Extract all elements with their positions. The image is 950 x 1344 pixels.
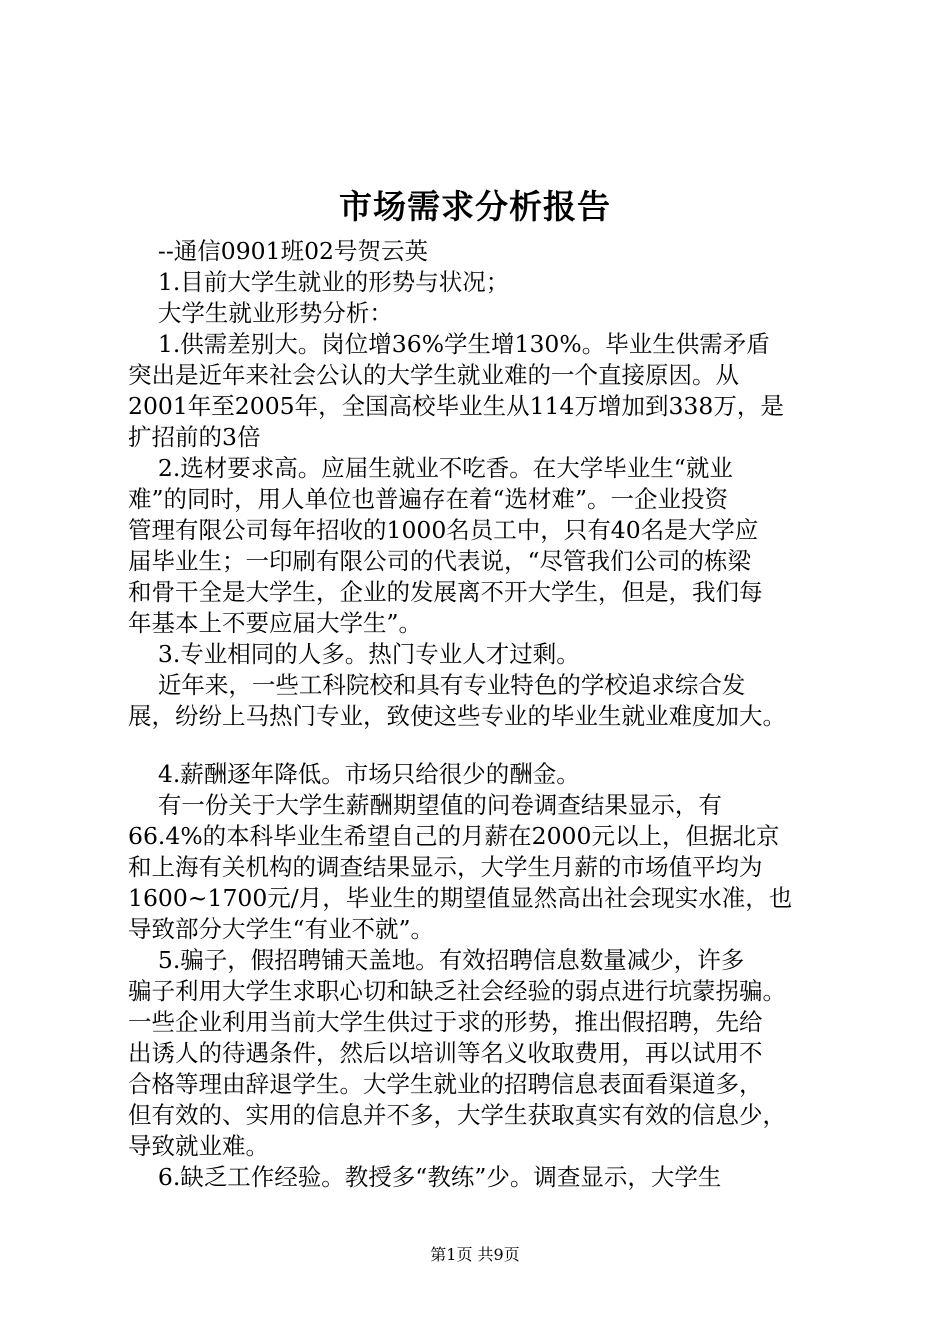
paragraph-line: 导致部分大学生“有业不就”。: [128, 915, 435, 943]
paragraph-line: 有一份关于大学生薪酬期望值的问卷调查结果显示，有: [128, 791, 722, 819]
paragraph-line: 骗子利用大学生求职心切和缺乏社会经验的弱点进行坑蒙拐骗。: [128, 977, 786, 1005]
paragraph-line: 1.供需差别大。岗位增36%学生增130%。毕业生供需矛盾: [128, 330, 770, 358]
paragraph-line: 但有效的、实用的信息并不多，大学生获取真实有效的信息少，: [128, 1101, 786, 1129]
paragraph-line: 2.选材要求高。应届生就业不吃香。在大学毕业生“就业: [128, 454, 733, 482]
paragraph-line: 年基本上不要应届大学生”。: [128, 609, 423, 637]
paragraph-line: 管理有限公司每年招收的1000名员工中，只有40名是大学应: [128, 516, 759, 544]
page-footer: 第1页 共9页: [430, 1245, 520, 1264]
paragraph-line: 届毕业生；一印刷有限公司的代表说，“尽管我们公司的栋梁: [128, 547, 752, 575]
paragraph-line: 和骨干全是大学生，企业的发展离不开大学生，但是，我们每: [128, 578, 763, 606]
paragraph-line: 2001年至2005年，全国高校毕业生从114万增加到338万，是: [128, 392, 784, 420]
paragraph-line: 66.4%的本科毕业生希望自己的月薪在2000元以上，但据北京: [128, 822, 780, 850]
paragraph-line: 扩招前的3倍: [128, 423, 261, 451]
document-title: 市场需求分析报告: [339, 187, 611, 226]
paragraph-line: --通信0901班02号贺云英: [128, 237, 428, 265]
paragraph-line: 导致就业难。: [128, 1132, 269, 1160]
paragraph-line: 3.专业相同的人多。热门专业人才过剩。: [128, 640, 580, 668]
paragraph-line: 突出是近年来社会公认的大学生就业难的一个直接原因。从: [128, 361, 739, 389]
paragraph-line: 展，纷纷上马热门专业，致使这些专业的毕业生就业难度加大。: [128, 702, 786, 730]
paragraph-line: 1.目前大学生就业的形势与状况；: [128, 268, 510, 296]
paragraph-line: 5.骗子，假招聘铺天盖地。有效招聘信息数量减少，许多: [128, 946, 745, 974]
paragraph-line: 1600~1700元/月，毕业生的期望值显然高出社会现实水准，也: [128, 884, 793, 912]
paragraph-line: 大学生就业形势分析：: [128, 299, 393, 327]
paragraph-line: 一些企业利用当前大学生供过于求的形势，推出假招聘，先给: [128, 1008, 763, 1036]
paragraph-line: 近年来，一些工科院校和具有专业特色的学校追求综合发: [128, 671, 746, 699]
paragraph-line: 6.缺乏工作经验。教授多“教练”少。调查显示，大学生: [128, 1163, 722, 1191]
paragraph-line: 和上海有关机构的调查结果显示，大学生月薪的市场值平均为: [128, 853, 763, 881]
paragraph-line: 4.薪酬逐年降低。市场只给很少的酬金。: [128, 760, 580, 788]
document-body: [128, 236, 836, 1193]
paragraph-line: 出诱人的待遇条件，然后以培训等名义收取费用，再以试用不: [128, 1039, 763, 1067]
paragraph-line: [128, 732, 836, 759]
paragraph-line: 合格等理由辞退学生。大学生就业的招聘信息表面看渠道多，: [128, 1070, 763, 1098]
paragraph-line: 难”的同时，用人单位也普遍存在着“选材难”。一企业投资: [128, 485, 729, 513]
